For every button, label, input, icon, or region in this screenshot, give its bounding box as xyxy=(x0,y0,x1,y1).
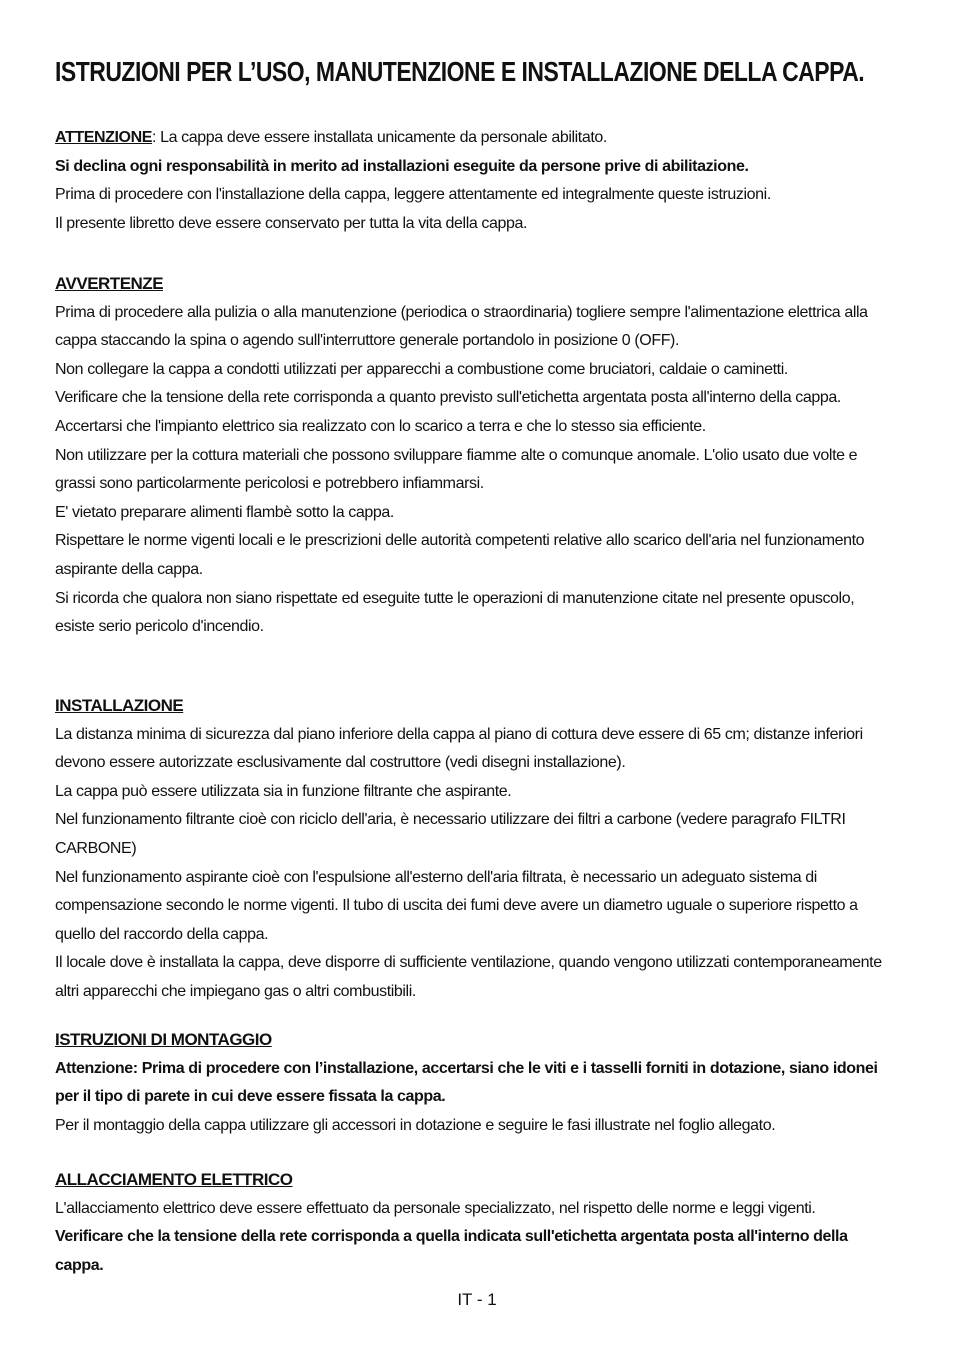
avvertenze-paragraph: E' vietato preparare alimenti flambè sotto la cappa. xyxy=(55,503,394,521)
avvertenze-paragraph: Verificare che la tensione della rete corrisponda a quanto previsto sull'etichetta argentata posta all'interno della cappa. xyxy=(55,389,841,407)
allacciamento-heading: ALLACCIAMENTO ELETTRICO xyxy=(55,1170,293,1189)
allacciamento-warning: Verificare che la tensione della rete corrisponda a quella indicata sull'etichetta argentata posta all'interno della cappa. xyxy=(55,1228,848,1274)
intro-disclaimer: Si declina ogni responsabilità in merito ad installazioni eseguite da persone prive di abilitazione. xyxy=(55,157,749,175)
avvertenze-paragraph: Rispettare le norme vigenti locali e le prescrizioni delle autorità competenti relative allo scarico dell'aria nel funzionamento aspirante della cappa. xyxy=(55,532,865,578)
document-title: ISTRUZIONI PER L’USO, MANUTENZIONE E INSTALLAZIONE DELLA CAPPA. xyxy=(55,56,865,87)
avvertenze-paragraph: Si ricorda che qualora non siano rispettate ed eseguite tutte le operazioni di manutenzione citate nel presente opuscolo, esiste serio pericolo d'incendio. xyxy=(55,589,855,636)
intro-section xyxy=(55,124,895,238)
installazione-paragraph: La cappa può essere utilizzata sia in funzione filtrante che aspirante. xyxy=(55,782,512,800)
installazione-paragraph: Il locale dove è installata la cappa, deve disporre di sufficiente ventilazione, quando vengono utilizzati contemporaneamente altri apparecchi che impiegano gas o altri combustibili. xyxy=(55,954,882,1000)
allacciamento-section xyxy=(55,1166,895,1280)
montaggio-paragraph: Per il montaggio della cappa utilizzare gli accessori in dotazione e seguire le fasi illustrate nel foglio allegato. xyxy=(55,1116,776,1134)
installazione-paragraph: Nel funzionamento aspirante cioè con l'espulsione all'esterno dell'aria filtrata, è necessario un adeguato sistema di compensazione secondo le norme vigenti. Il tubo di uscita dei fumi deve avere un diametro uguale o superiore rispetto a quello del raccordo della cappa. xyxy=(55,868,858,943)
avvertenze-section xyxy=(55,270,895,642)
intro-paragraph-1: Prima di procedere con l'installazione della cappa, leggere attentamente ed integralmente queste istruzioni. xyxy=(55,186,771,204)
avvertenze-paragraph: Accertarsi che l'impianto elettrico sia realizzato con lo scarico a terra e che lo stesso sia efficiente. xyxy=(55,417,706,435)
installazione-heading: INSTALLAZIONE xyxy=(55,696,184,715)
montaggio-heading: ISTRUZIONI DI MONTAGGIO xyxy=(55,1030,272,1049)
installazione-paragraph: Nel funzionamento filtrante cioè con riciclo dell'aria, è necessario utilizzare dei filtri a carbone (vedere paragrafo FILTRI CARBONE) xyxy=(55,811,846,857)
montaggio-warning: Attenzione: Prima di procedere con l’installazione, accertarsi che le viti e i tasselli forniti in dotazione, siano idonei per il tipo di parete in cui deve essere fissata la cappa. xyxy=(55,1059,878,1106)
intro-warning-line xyxy=(55,124,895,153)
installazione-paragraph: La distanza minima di sicurezza dal piano inferiore della cappa al piano di cottura deve essere di 65 cm; distanze inferiori devono essere autorizzate esclusivamente dal costruttore (vedi disegni installazione). xyxy=(55,725,863,772)
installazione-section xyxy=(55,692,895,1007)
intro-paragraph-2: Il presente libretto deve essere conservato per tutta la vita della cappa. xyxy=(55,214,528,232)
allacciamento-paragraph: L'allacciamento elettrico deve essere effettuato da personale specializzato, nel rispetto delle norme e leggi vigenti. xyxy=(55,1199,816,1217)
avvertenze-paragraph: Non collegare la cappa a condotti utilizzati per apparecchi a combustione come bruciatori, caldaie o caminetti. xyxy=(55,360,788,378)
avvertenze-paragraph: Prima di procedere alla pulizia o alla manutenzione (periodica o straordinaria) togliere sempre l'alimentazione elettrica alla cappa staccando la spina o agendo sull'interruttore generale portandolo in posizione 0 (OFF). xyxy=(55,303,868,350)
avvertenze-paragraph: Non utilizzare per la cottura materiali che possono sviluppare fiamme alte o comunque anomale. L'olio usato due volte e grassi sono particolarmente pericolosi e potrebbero infiammarsi. xyxy=(55,446,858,493)
intro-heading-rest: : La cappa deve essere installata unicamente da personale abilitato. xyxy=(152,129,607,146)
avvertenze-heading: AVVERTENZE xyxy=(55,274,164,293)
page-number: IT - 1 xyxy=(457,1290,497,1309)
montaggio-section xyxy=(55,1026,895,1140)
intro-heading: ATTENZIONE xyxy=(55,129,153,146)
